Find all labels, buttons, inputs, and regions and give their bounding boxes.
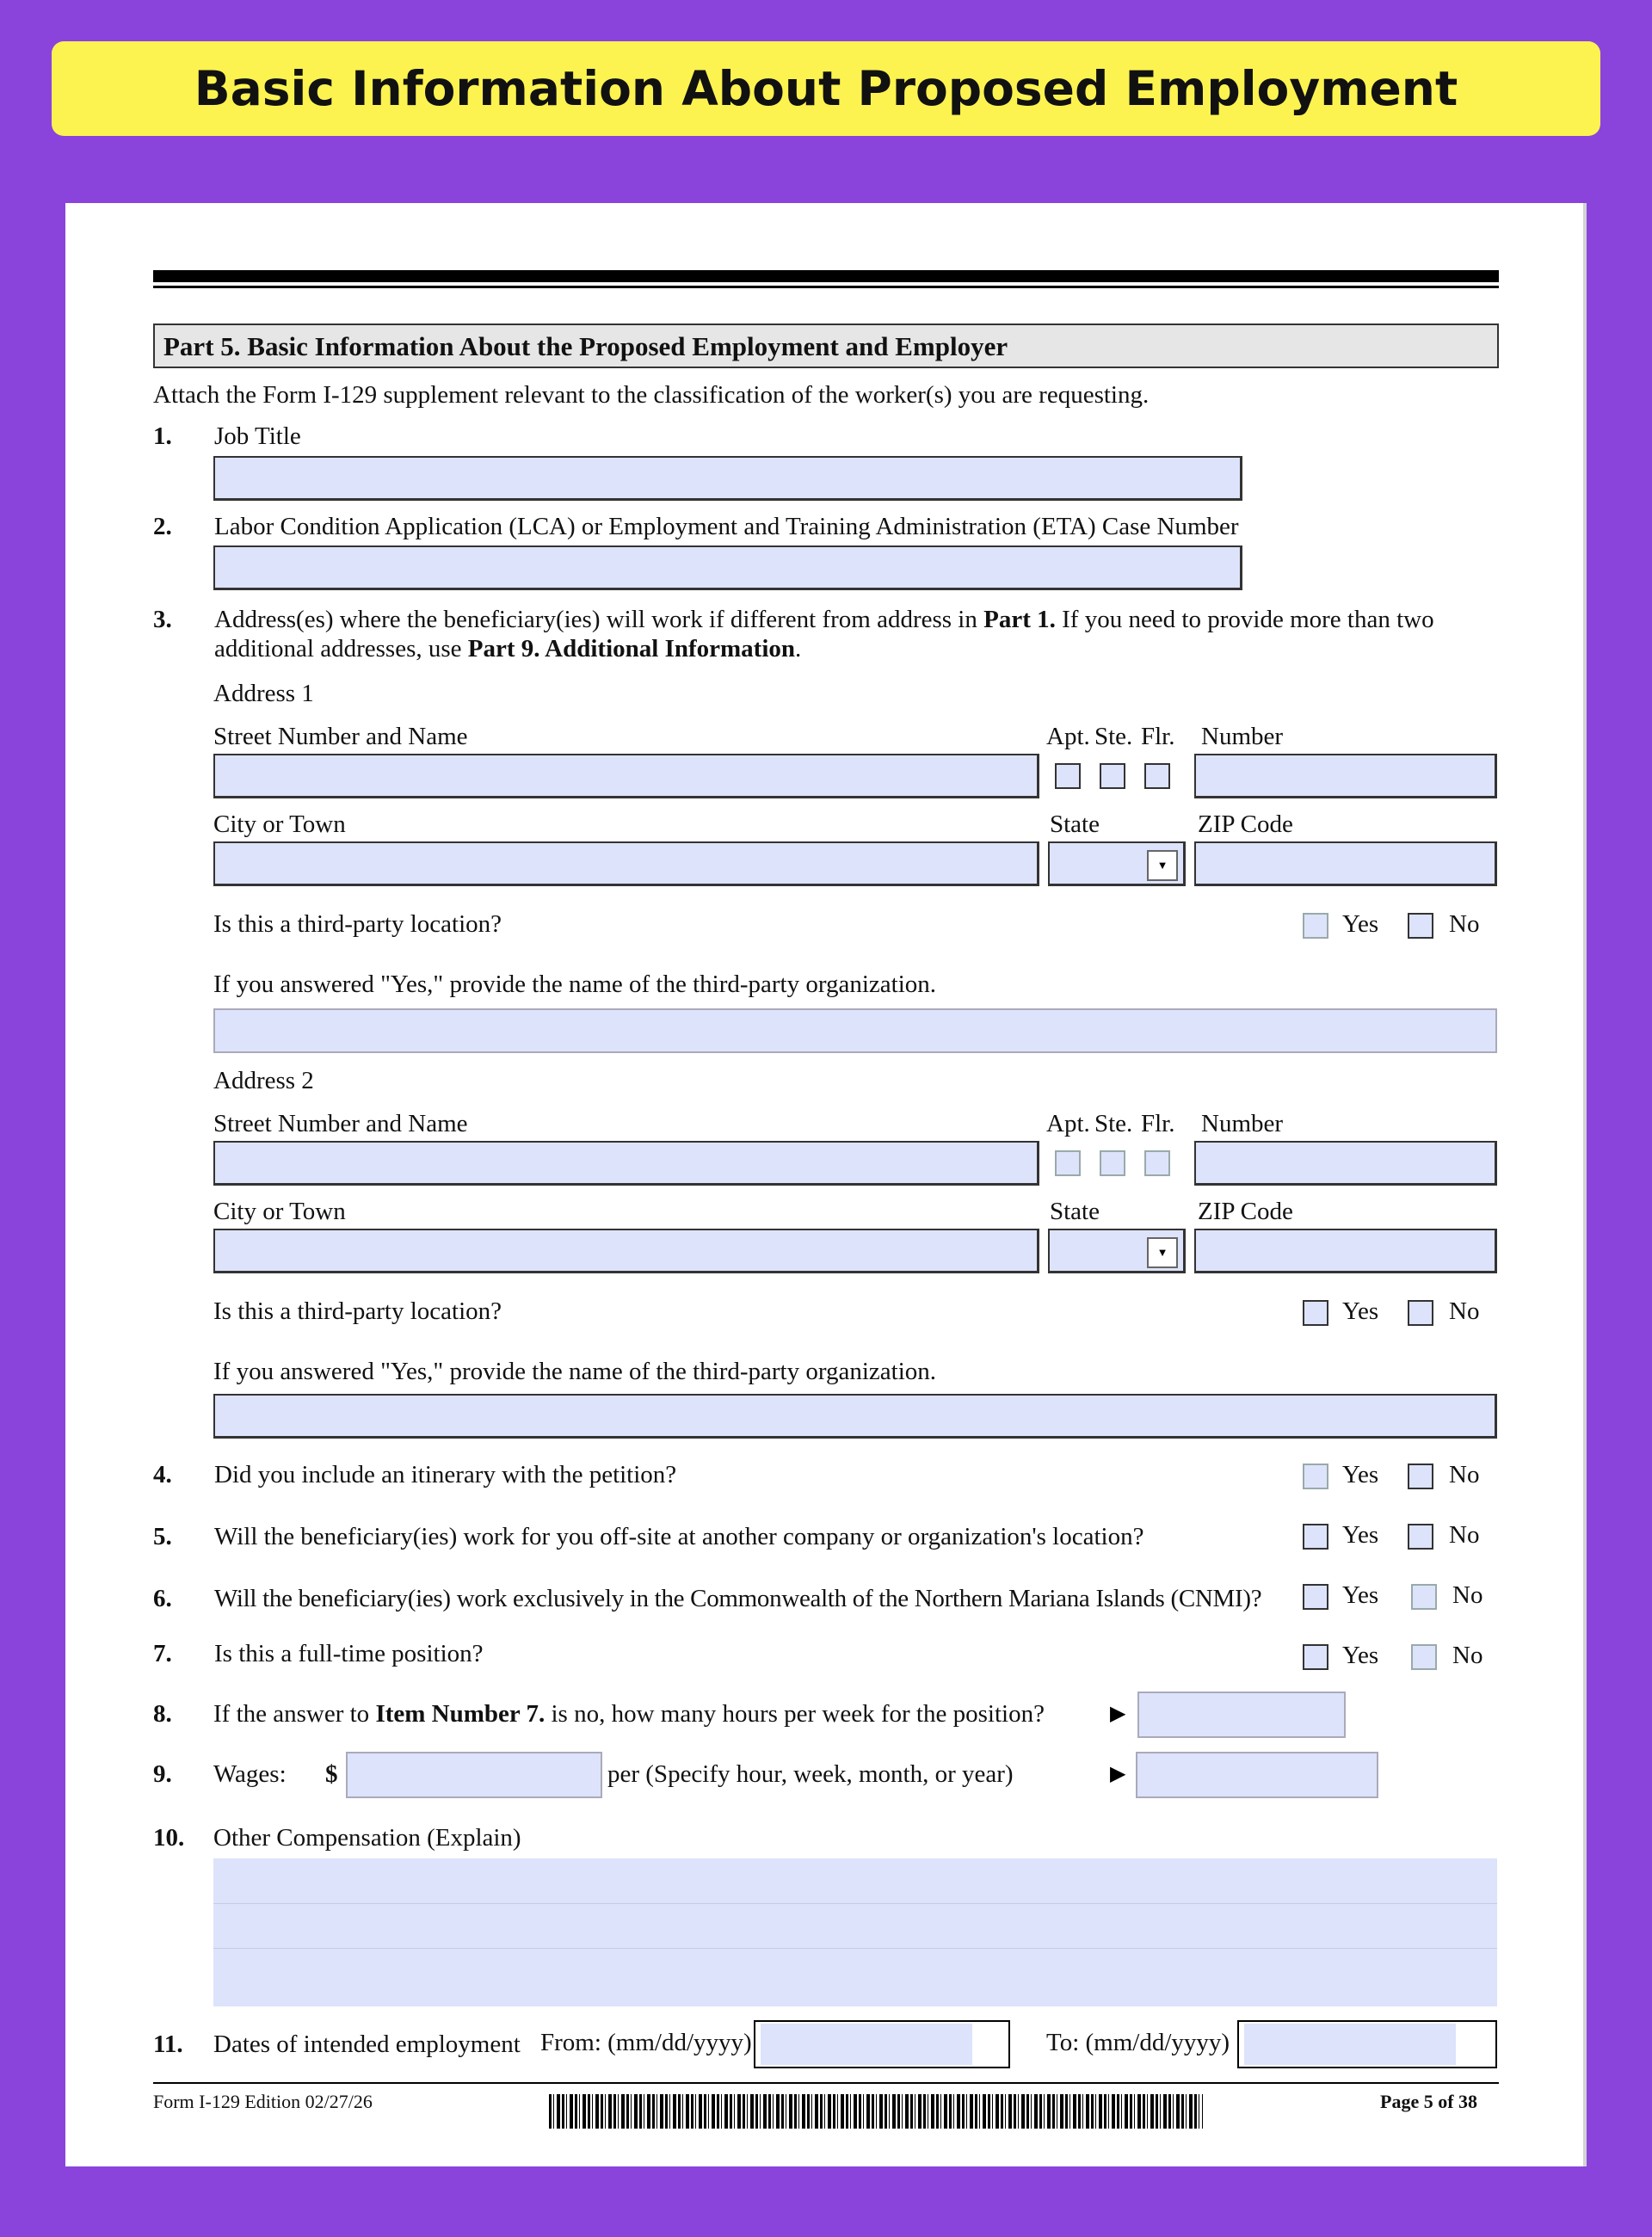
address1-city-label: City or Town [213, 810, 346, 838]
fulltime-question: Is this a full-time position? [214, 1640, 484, 1667]
address2-zip-label: ZIP Code [1198, 1198, 1293, 1225]
cnmi-yes-checkbox[interactable] [1303, 1584, 1328, 1610]
fulltime-no-label: No [1452, 1642, 1483, 1669]
top-rule-thin [153, 286, 1499, 288]
address2-third-party-no-label: No [1449, 1297, 1480, 1325]
from-date-input[interactable] [754, 2020, 1010, 2068]
part-header: Part 5. Basic Information About the Proposed Employment and Employer [163, 331, 1008, 361]
address1-state-select[interactable] [1048, 841, 1186, 886]
address2-flr-label: Flr. [1141, 1110, 1175, 1137]
item-number-5: 5. [153, 1523, 172, 1550]
item-number-8: 8. [153, 1700, 172, 1728]
address1-apt-checkbox[interactable] [1055, 763, 1081, 789]
address1-ste-checkbox[interactable] [1100, 763, 1125, 789]
hours-question: If the answer to Item Number 7. is no, how many hours per week for the position? [213, 1700, 1045, 1728]
item-number-11: 11. [153, 2031, 183, 2058]
banner-title: Basic Information About Proposed Employment [52, 41, 1600, 136]
other-compensation-textarea[interactable] [213, 1858, 1497, 2006]
address2-apt-checkbox[interactable] [1055, 1150, 1081, 1176]
item-number-1: 1. [153, 422, 172, 450]
item-number-3: 3. [153, 606, 172, 633]
footer-page-number: Page 5 of 38 [1380, 2091, 1478, 2112]
item-number-2: 2. [153, 513, 172, 540]
address2-third-party-question: Is this a third-party location? [213, 1297, 502, 1325]
address2-state-select[interactable] [1048, 1229, 1186, 1273]
address-question-line1: Address(es) where the beneficiary(ies) will work if different from address in Part 1. If you need to provide more than two [214, 606, 1434, 633]
footer-rule [153, 2082, 1499, 2084]
address2-number-input[interactable] [1194, 1141, 1497, 1186]
address1-heading: Address 1 [213, 680, 314, 707]
cnmi-question: Will the beneficiary(ies) work exclusively in the Commonwealth of the Northern Mariana Islands (CNMI)? [214, 1585, 1262, 1612]
to-date-fill [1244, 2024, 1456, 2065]
offsite-question: Will the beneficiary(ies) work for you off-site at another company or organization's location? [214, 1523, 1144, 1550]
address1-number-label: Number [1201, 723, 1284, 750]
cnmi-no-label: No [1452, 1581, 1483, 1609]
wages-amount-input[interactable] [346, 1752, 602, 1798]
wages-label: Wages: [213, 1760, 287, 1788]
job-title-input[interactable] [213, 456, 1242, 501]
address2-zip-input[interactable] [1194, 1229, 1497, 1273]
address1-third-party-name-label: If you answered "Yes," provide the name of the third-party organization. [213, 971, 937, 998]
cnmi-yes-label: Yes [1342, 1581, 1379, 1609]
address2-third-party-no-checkbox[interactable] [1408, 1300, 1433, 1326]
address2-flr-checkbox[interactable] [1144, 1150, 1170, 1176]
address1-apt-label: Apt. [1046, 723, 1090, 750]
itinerary-question: Did you include an itinerary with the petition? [214, 1461, 677, 1488]
address2-heading: Address 2 [213, 1067, 314, 1094]
address2-city-label: City or Town [213, 1198, 346, 1225]
itinerary-no-checkbox[interactable] [1408, 1464, 1433, 1489]
textarea-line [213, 1903, 1497, 1904]
offsite-yes-checkbox[interactable] [1303, 1524, 1328, 1550]
lca-case-number-input[interactable] [213, 545, 1242, 590]
address1-third-party-yes-checkbox[interactable] [1303, 913, 1328, 939]
to-date-input[interactable] [1237, 2020, 1497, 2068]
itinerary-yes-checkbox[interactable] [1303, 1464, 1328, 1489]
item-number-9: 9. [153, 1760, 172, 1788]
fulltime-yes-checkbox[interactable] [1303, 1644, 1328, 1670]
address1-street-label: Street Number and Name [213, 723, 468, 750]
item-number-10: 10. [153, 1824, 185, 1852]
address1-third-party-question: Is this a third-party location? [213, 910, 502, 938]
address1-zip-label: ZIP Code [1198, 810, 1293, 838]
address2-ste-label: Ste. [1094, 1110, 1133, 1137]
item-number-7: 7. [153, 1640, 172, 1667]
address1-flr-checkbox[interactable] [1144, 763, 1170, 789]
to-date-label: To: (mm/dd/yyyy) [1046, 2029, 1230, 2056]
from-date-label: From: (mm/dd/yyyy) [540, 2029, 752, 2056]
address1-ste-label: Ste. [1094, 723, 1133, 750]
address2-number-label: Number [1201, 1110, 1284, 1137]
address1-zip-input[interactable] [1194, 841, 1497, 886]
address1-state-label: State [1050, 810, 1100, 838]
address1-number-input[interactable] [1194, 754, 1497, 798]
chevron-down-icon[interactable]: ▼ [1147, 850, 1178, 881]
item-number-6: 6. [153, 1585, 172, 1612]
address1-third-party-no-label: No [1449, 910, 1480, 938]
dollar-sign: $ [325, 1760, 338, 1788]
address2-third-party-name-label: If you answered "Yes," provide the name of the third-party organization. [213, 1358, 937, 1385]
wages-per-label: per (Specify hour, week, month, or year) [607, 1760, 1014, 1788]
address2-street-label: Street Number and Name [213, 1110, 468, 1137]
address1-flr-label: Flr. [1141, 723, 1175, 750]
address2-third-party-yes-label: Yes [1342, 1297, 1379, 1325]
cnmi-no-checkbox[interactable] [1411, 1584, 1437, 1610]
barcode [549, 2094, 1203, 2129]
item-number-4: 4. [153, 1461, 172, 1488]
itinerary-yes-label: Yes [1342, 1461, 1379, 1488]
intro-text: Attach the Form I-129 supplement relevant to the classification of the worker(s) you are requesting. [153, 381, 1150, 409]
chevron-down-icon[interactable]: ▼ [1147, 1237, 1178, 1268]
fulltime-yes-label: Yes [1342, 1642, 1379, 1669]
address2-ste-checkbox[interactable] [1100, 1150, 1125, 1176]
address1-third-party-name-input[interactable] [213, 1008, 1497, 1053]
address1-city-input[interactable] [213, 841, 1039, 886]
address1-street-input[interactable] [213, 754, 1039, 798]
offsite-yes-label: Yes [1342, 1521, 1379, 1549]
from-date-fill [761, 2024, 972, 2065]
offsite-no-label: No [1449, 1521, 1480, 1549]
address-question-line2: additional addresses, use Part 9. Additional Information. [214, 635, 802, 662]
lca-label: Labor Condition Application (LCA) or Employment and Training Administration (ETA) Case Number [214, 513, 1239, 540]
address1-third-party-no-checkbox[interactable] [1408, 913, 1433, 939]
address2-third-party-yes-checkbox[interactable] [1303, 1300, 1328, 1326]
hours-per-week-input[interactable] [1137, 1692, 1346, 1738]
address2-state-label: State [1050, 1198, 1100, 1225]
address1-third-party-yes-label: Yes [1342, 910, 1379, 938]
arrow-right-icon: ▶ [1110, 1703, 1126, 1725]
job-title-label: Job Title [214, 422, 301, 450]
top-rule-thick [153, 270, 1499, 282]
arrow-right-icon: ▶ [1110, 1763, 1126, 1785]
address2-city-input[interactable] [213, 1229, 1039, 1273]
footer-form-id: Form I-129 Edition 02/27/26 [153, 2091, 373, 2112]
fulltime-no-checkbox[interactable] [1411, 1644, 1437, 1670]
wages-period-input[interactable] [1136, 1752, 1378, 1798]
address2-street-input[interactable] [213, 1141, 1039, 1186]
textarea-line [213, 1948, 1497, 1949]
other-compensation-label: Other Compensation (Explain) [213, 1824, 521, 1852]
address2-third-party-name-input[interactable] [213, 1394, 1497, 1439]
form-page [65, 203, 1587, 2166]
itinerary-no-label: No [1449, 1461, 1480, 1488]
address2-apt-label: Apt. [1046, 1110, 1090, 1137]
offsite-no-checkbox[interactable] [1408, 1524, 1433, 1550]
dates-label: Dates of intended employment [213, 2031, 521, 2058]
